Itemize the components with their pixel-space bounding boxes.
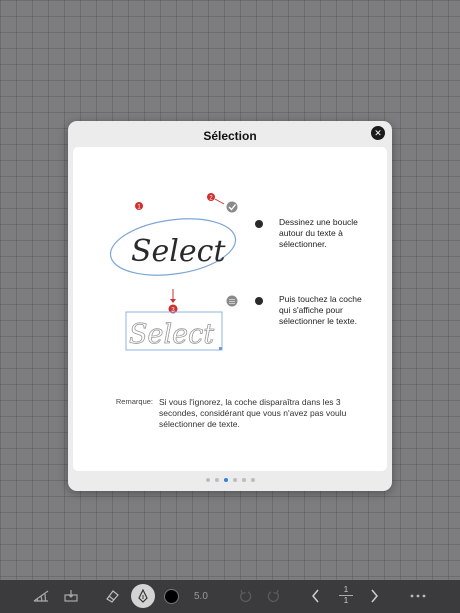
illustration-word-2: Select <box>129 319 215 350</box>
pen-icon[interactable] <box>131 584 155 608</box>
eraser-icon[interactable] <box>104 588 120 604</box>
selected-text-illustration <box>123 287 238 353</box>
page-dot[interactable] <box>206 478 210 482</box>
stroke-width-value[interactable]: 5.0 <box>194 591 208 602</box>
page-current: 1 <box>343 585 349 594</box>
check-illustration <box>203 191 248 221</box>
step-2-row <box>255 217 367 250</box>
page-dot[interactable] <box>242 478 246 482</box>
page-dot-active[interactable] <box>224 478 228 482</box>
bullet-icon <box>255 297 263 305</box>
bullet-icon <box>255 220 263 228</box>
remark-text: Si vous l'ignorez, la coche disparaîtra dans les 3 secondes, considérant que vous n'avez pas voulu sélectionner de texte. <box>159 397 347 429</box>
page-dot[interactable] <box>251 478 255 482</box>
ruler-icon[interactable] <box>32 588 50 604</box>
page-indicator <box>68 478 392 482</box>
close-icon[interactable]: ✕ <box>371 126 385 140</box>
bottom-toolbar <box>0 580 460 613</box>
next-page-icon[interactable] <box>368 588 380 604</box>
page-total: 1 <box>343 596 349 605</box>
dialog-content-card <box>73 147 387 471</box>
step-2-text: Dessinez une boucle autour du texte à sélectionner. <box>279 217 358 249</box>
marker-2: 2 <box>209 195 213 202</box>
marker-1: 1 <box>137 204 141 211</box>
dialog-title: Sélection <box>203 129 257 143</box>
prev-page-icon[interactable] <box>310 588 322 604</box>
tray-icon[interactable] <box>63 588 79 604</box>
marker-3: 3 <box>171 307 175 314</box>
remark-label: Remarque: <box>115 397 153 406</box>
page-dot[interactable] <box>215 478 219 482</box>
selection-dialog <box>68 121 392 491</box>
redo-icon[interactable] <box>266 588 282 604</box>
color-swatch[interactable] <box>164 589 179 604</box>
undo-icon[interactable] <box>237 588 253 604</box>
illustration-word-1: Select <box>131 234 226 269</box>
more-icon[interactable] <box>410 594 426 598</box>
step-3-text: Puis touchez la coche qui s'affiche pour sélectionner le texte. <box>279 294 362 326</box>
page-counter <box>335 585 357 606</box>
step-3-row <box>255 294 367 327</box>
page-dot[interactable] <box>233 478 237 482</box>
